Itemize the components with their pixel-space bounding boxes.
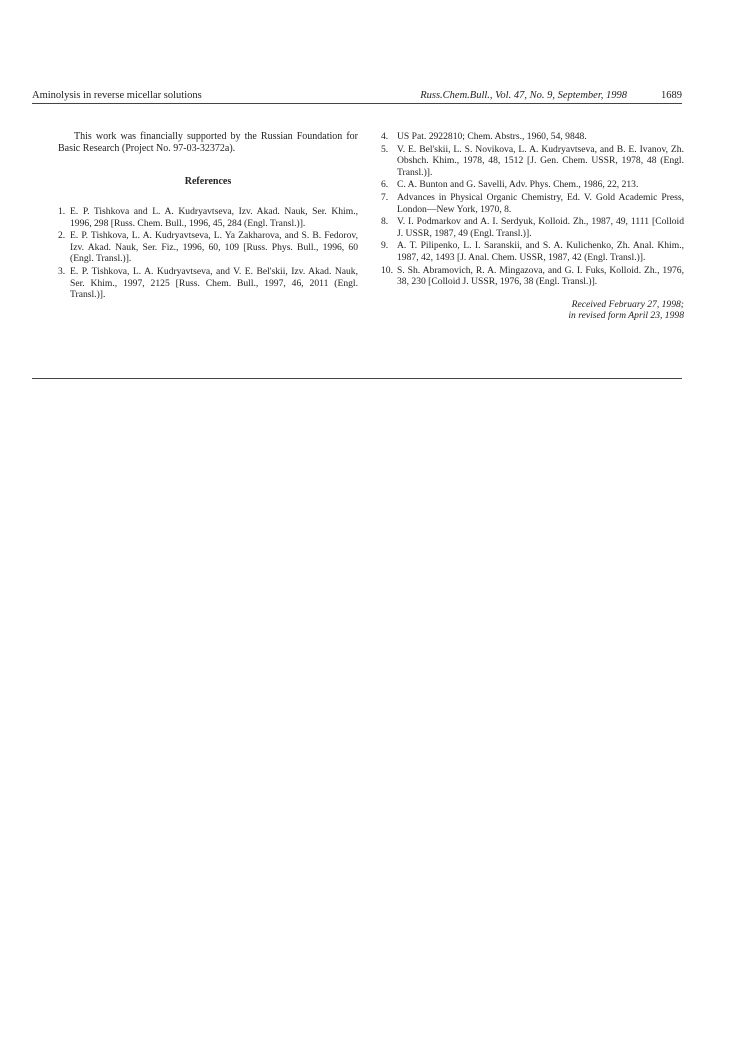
reference-number: 7. bbox=[381, 191, 389, 203]
revised-date: in revised form April 23, 1998 bbox=[568, 310, 684, 322]
reference-item bbox=[381, 240, 684, 263]
journal-citation: Russ.Chem.Bull., Vol. 47, No. 9, September, 1998 bbox=[420, 90, 627, 101]
reference-text: E. P. Tishkova and L. A. Kudryavtseva, Izv. Akad. Nauk, Ser. Khim., 1996, 298 [Russ. Chem. Bull., 1996, 45, 284 (Engl. Transl.)]. bbox=[70, 206, 358, 229]
reference-item bbox=[58, 230, 358, 265]
running-title: Aminolysis in reverse micellar solutions bbox=[32, 90, 202, 101]
reference-number: 1. bbox=[58, 206, 66, 217]
reference-item bbox=[381, 179, 684, 191]
reference-number: 9. bbox=[381, 240, 389, 252]
reference-text: Advances in Physical Organic Chemistry, Ed. V. Gold Academic Press, London—New York, 1970, 8. bbox=[397, 191, 684, 215]
running-header bbox=[32, 89, 682, 103]
acknowledgement: This work was financially supported by the Russian Foundation for Basic Research (Project No. 97-03-32372a). bbox=[58, 131, 358, 155]
footer-rule bbox=[32, 378, 682, 379]
reference-item bbox=[58, 206, 358, 229]
received-dates bbox=[384, 299, 684, 322]
reference-list-left bbox=[58, 206, 358, 301]
header-rule bbox=[32, 103, 682, 104]
reference-number: 2. bbox=[58, 230, 66, 242]
references-heading: References bbox=[184, 176, 232, 188]
right-column bbox=[381, 131, 684, 322]
page-number: 1689 bbox=[661, 90, 682, 101]
reference-item bbox=[381, 216, 684, 239]
reference-text: S. Sh. Abramovich, R. A. Mingazova, and G. I. Fuks, Kolloid. Zh., 1976, 38, 230 [Colloid J. USSR, 1976, 38 (Engl. Transl.)]. bbox=[397, 264, 684, 288]
reference-text: E. P. Tishkova, L. A. Kudryavtseva, and V. E. Bel'skii, Izv. Akad. Nauk, Ser. Khim., 1997, 2125 [Russ. Chem. Bull., 1997, 46, 2011 (Engl. Transl.)]. bbox=[70, 265, 358, 301]
journal-citation-line bbox=[420, 89, 682, 103]
reference-item bbox=[58, 266, 358, 301]
reference-item bbox=[381, 143, 684, 179]
reference-text: A. T. Pilipenko, L. I. Saranskii, and S. A. Kulichenko, Zh. Anal. Khim., 1987, 42, 1493 [J. Anal. Chem. USSR, 1987, 42 (Engl. Transl.)]. bbox=[397, 240, 684, 263]
reference-text: V. E. Bel'skii, L. S. Novikova, L. A. Kudryavtseva, and B. E. Ivanov, Zh. Obshch. Khim., 1978, 48, 1512 [J. Gen. Chem. USSR, 1978, 48 (Engl. Transl.)]. bbox=[397, 143, 684, 178]
reference-item bbox=[381, 131, 684, 143]
reference-list-right bbox=[381, 131, 684, 288]
left-column bbox=[58, 131, 358, 302]
reference-text: C. A. Bunton and G. Savelli, Adv. Phys. Chem., 1986, 22, 213. bbox=[397, 179, 639, 191]
reference-number: 4. bbox=[381, 131, 389, 142]
reference-number: 5. bbox=[381, 143, 389, 155]
reference-number: 6. bbox=[381, 179, 389, 191]
reference-item bbox=[381, 191, 684, 215]
reference-text: V. I. Podmarkov and A. I. Serdyuk, Kolloid. Zh., 1987, 49, 1111 [Colloid J. USSR, 1987, 49 (Engl. Transl.)]. bbox=[397, 216, 684, 239]
reference-number: 3. bbox=[58, 265, 66, 277]
reference-item bbox=[381, 264, 684, 288]
reference-text: US Pat. 2922810; Chem. Abstrs., 1960, 54, 9848. bbox=[397, 131, 587, 142]
reference-number: 8. bbox=[381, 216, 389, 228]
reference-text: E. P. Tishkova, L. A. Kudryavtseva, L. Ya Zakharova, and S. B. Fedorov, Izv. Akad. Nauk, Ser. Fiz., 1996, 60, 109 [Russ. Phys. Bull., 1996, 60 (Engl. Transl.)]. bbox=[70, 230, 358, 265]
reference-number: 10. bbox=[381, 264, 393, 276]
received-date: Received February 27, 1998; bbox=[571, 298, 684, 310]
